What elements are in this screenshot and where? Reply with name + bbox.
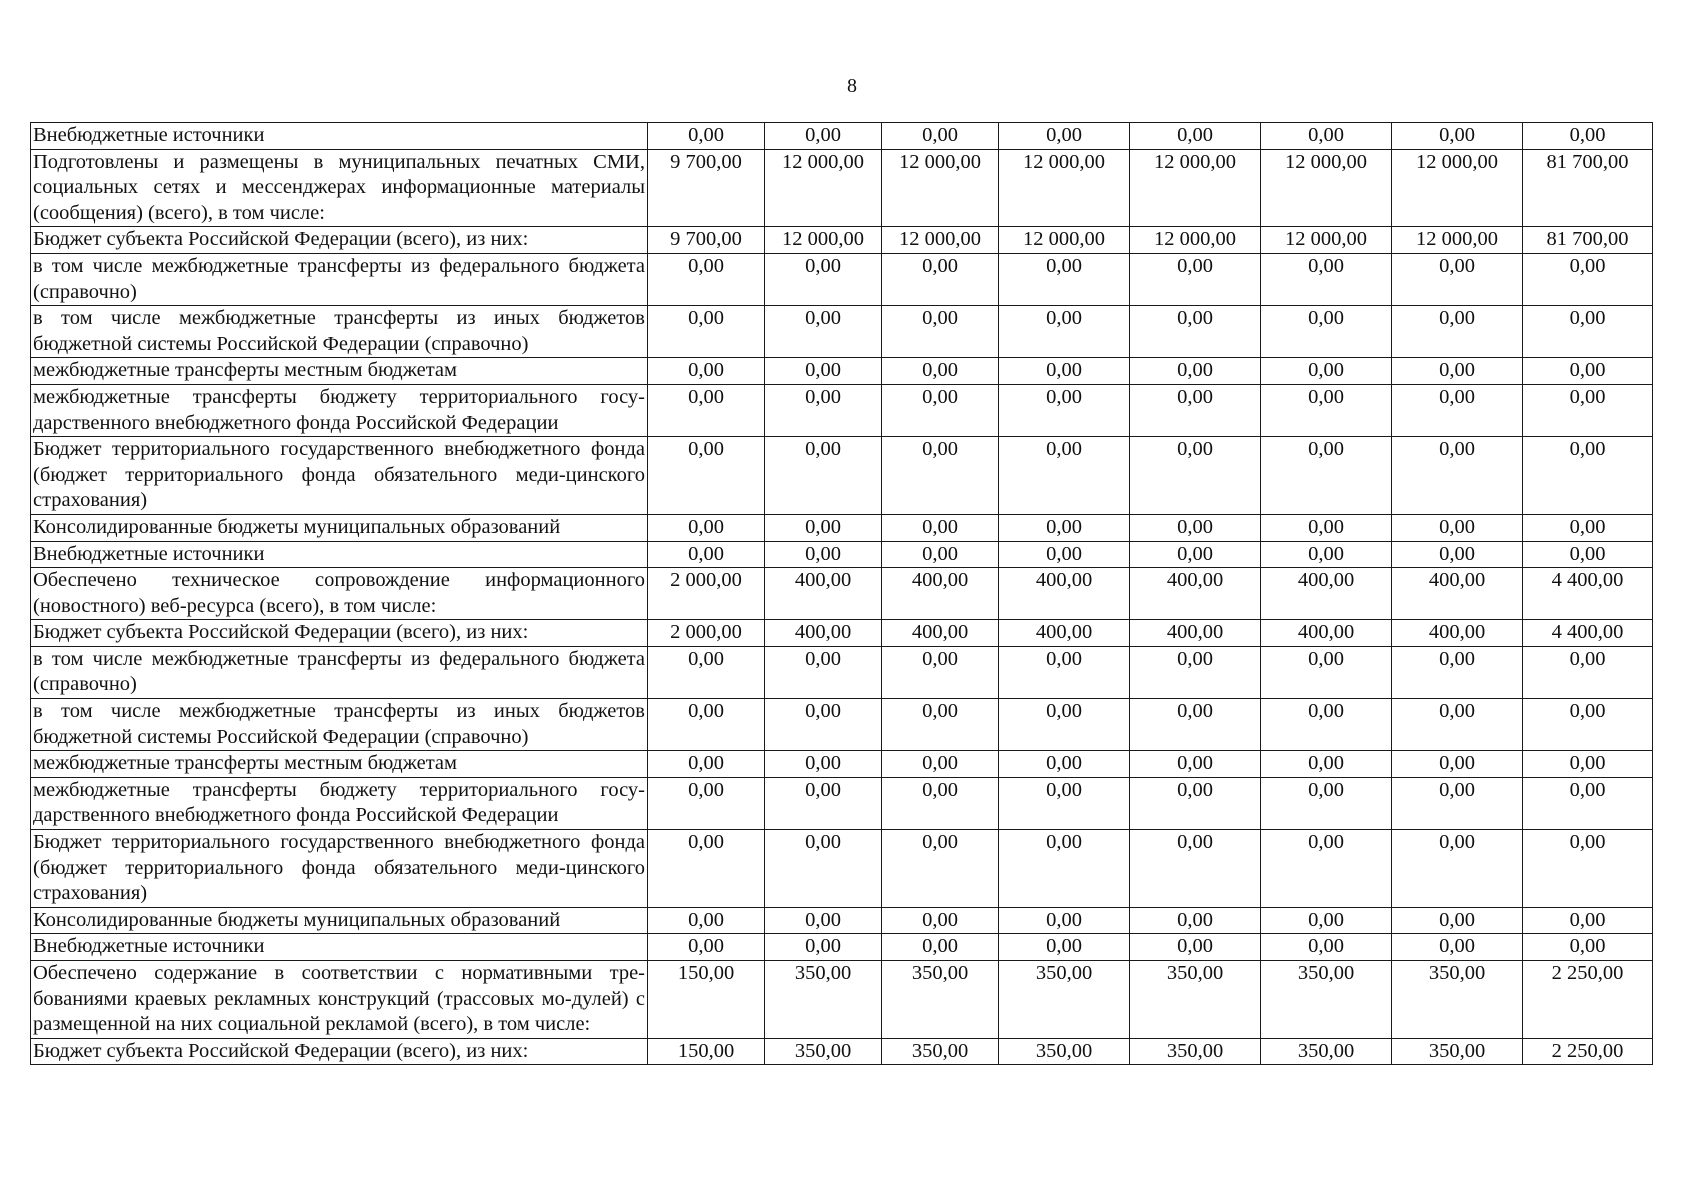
row-value-cell: 0,00 [1392, 751, 1523, 778]
row-value-cell: 0,00 [1130, 777, 1261, 829]
row-label: Бюджет территориального государственного внебюджетного фонда (бюджет территориального фонда обязательного меди-цинского страхования) [31, 830, 648, 908]
row-total-cell: 4 400,00 [1523, 568, 1653, 620]
row-label: Бюджет субъекта Российской Федерации (всего), из них: [31, 227, 648, 254]
row-value-cell: 0,00 [882, 646, 999, 698]
row-value-cell: 0,00 [765, 123, 882, 150]
row-value-cell: 350,00 [765, 1038, 882, 1065]
row-value-cell: 0,00 [999, 358, 1130, 385]
table-row [31, 830, 1653, 908]
row-value-cell: 400,00 [999, 568, 1130, 620]
budget-table [30, 122, 1653, 1065]
row-label: Обеспечено техническое сопровождение информационного (новостного) веб-ресурса (всего), в том числе: [31, 568, 648, 620]
row-value-cell: 12 000,00 [1392, 149, 1523, 227]
row-value-cell: 2 000,00 [648, 568, 765, 620]
row-value-cell: 0,00 [648, 514, 765, 541]
row-value-cell: 0,00 [1130, 514, 1261, 541]
row-value-cell: 0,00 [1392, 123, 1523, 150]
row-value-cell: 0,00 [765, 830, 882, 908]
row-value-cell: 9 700,00 [648, 227, 765, 254]
table-row [31, 253, 1653, 305]
row-value-cell: 0,00 [765, 437, 882, 515]
row-total-cell: 0,00 [1523, 907, 1653, 934]
row-value-cell: 0,00 [1261, 830, 1392, 908]
row-total-cell: 0,00 [1523, 437, 1653, 515]
row-value-cell: 0,00 [882, 907, 999, 934]
row-value-cell: 0,00 [1392, 646, 1523, 698]
row-value-cell: 0,00 [882, 699, 999, 751]
row-value-cell: 0,00 [765, 253, 882, 305]
row-total-cell: 2 250,00 [1523, 1038, 1653, 1065]
row-value-cell: 0,00 [999, 646, 1130, 698]
row-value-cell: 0,00 [999, 437, 1130, 515]
row-value-cell: 0,00 [648, 384, 765, 436]
row-value-cell: 0,00 [648, 253, 765, 305]
table-row [31, 123, 1653, 150]
table-row [31, 751, 1653, 778]
row-label: в том числе межбюджетные трансферты из иных бюджетов бюджетной системы Российской Федерации (справочно) [31, 306, 648, 358]
row-value-cell: 0,00 [999, 253, 1130, 305]
row-value-cell: 0,00 [882, 384, 999, 436]
row-label: межбюджетные трансферты бюджету территориального госу-дарственного внебюджетного фонда Российской Федерации [31, 384, 648, 436]
row-value-cell: 0,00 [648, 123, 765, 150]
row-value-cell: 0,00 [999, 830, 1130, 908]
row-value-cell: 0,00 [1130, 699, 1261, 751]
table-row [31, 306, 1653, 358]
row-value-cell: 12 000,00 [765, 227, 882, 254]
table-row [31, 777, 1653, 829]
row-value-cell: 400,00 [765, 568, 882, 620]
row-value-cell: 0,00 [1392, 306, 1523, 358]
row-value-cell: 350,00 [999, 961, 1130, 1039]
row-value-cell: 350,00 [1130, 961, 1261, 1039]
row-value-cell: 0,00 [765, 699, 882, 751]
table-row [31, 514, 1653, 541]
row-value-cell: 12 000,00 [999, 149, 1130, 227]
row-label: межбюджетные трансферты местным бюджетам [31, 358, 648, 385]
table-row [31, 699, 1653, 751]
table-row [31, 961, 1653, 1039]
row-value-cell: 0,00 [999, 699, 1130, 751]
row-value-cell: 350,00 [1261, 1038, 1392, 1065]
row-value-cell: 0,00 [882, 306, 999, 358]
row-value-cell: 12 000,00 [882, 149, 999, 227]
row-label: Внебюджетные источники [31, 541, 648, 568]
row-value-cell: 0,00 [999, 514, 1130, 541]
row-value-cell: 0,00 [648, 907, 765, 934]
row-value-cell: 0,00 [765, 646, 882, 698]
row-value-cell: 0,00 [1392, 437, 1523, 515]
row-label: межбюджетные трансферты бюджету территориального госу-дарственного внебюджетного фонда Российской Федерации [31, 777, 648, 829]
table-row [31, 1038, 1653, 1065]
row-value-cell: 0,00 [1261, 514, 1392, 541]
row-value-cell: 12 000,00 [999, 227, 1130, 254]
row-value-cell: 0,00 [1392, 514, 1523, 541]
row-value-cell: 0,00 [882, 123, 999, 150]
row-value-cell: 0,00 [1261, 384, 1392, 436]
row-value-cell: 400,00 [1261, 568, 1392, 620]
row-value-cell: 0,00 [1130, 306, 1261, 358]
row-value-cell: 400,00 [1130, 620, 1261, 647]
row-value-cell: 400,00 [1392, 568, 1523, 620]
row-value-cell: 0,00 [765, 306, 882, 358]
row-value-cell: 0,00 [1261, 306, 1392, 358]
row-value-cell: 0,00 [1261, 437, 1392, 515]
row-label: в том числе межбюджетные трансферты из федерального бюджета (справочно) [31, 646, 648, 698]
table-row [31, 646, 1653, 698]
row-value-cell: 0,00 [648, 699, 765, 751]
row-total-cell: 0,00 [1523, 123, 1653, 150]
row-value-cell: 400,00 [1261, 620, 1392, 647]
row-value-cell: 0,00 [648, 777, 765, 829]
row-value-cell: 400,00 [882, 568, 999, 620]
row-value-cell: 0,00 [648, 358, 765, 385]
row-total-cell: 0,00 [1523, 306, 1653, 358]
table-row [31, 541, 1653, 568]
row-value-cell: 0,00 [1130, 437, 1261, 515]
row-value-cell: 12 000,00 [765, 149, 882, 227]
row-value-cell: 0,00 [999, 777, 1130, 829]
row-total-cell: 0,00 [1523, 253, 1653, 305]
row-value-cell: 0,00 [1392, 830, 1523, 908]
row-value-cell: 0,00 [1261, 751, 1392, 778]
row-value-cell: 0,00 [765, 384, 882, 436]
row-value-cell: 0,00 [1130, 830, 1261, 908]
row-total-cell: 0,00 [1523, 646, 1653, 698]
row-value-cell: 0,00 [999, 907, 1130, 934]
row-value-cell: 12 000,00 [882, 227, 999, 254]
row-value-cell: 0,00 [1392, 384, 1523, 436]
row-value-cell: 350,00 [1392, 1038, 1523, 1065]
row-value-cell: 0,00 [999, 384, 1130, 436]
row-value-cell: 0,00 [1392, 907, 1523, 934]
row-value-cell: 150,00 [648, 1038, 765, 1065]
table-row [31, 568, 1653, 620]
row-label: Внебюджетные источники [31, 123, 648, 150]
row-label: Консолидированные бюджеты муниципальных образований [31, 514, 648, 541]
row-value-cell: 0,00 [1130, 123, 1261, 150]
row-value-cell: 0,00 [765, 751, 882, 778]
row-value-cell: 0,00 [1261, 123, 1392, 150]
row-value-cell: 0,00 [765, 777, 882, 829]
row-value-cell: 0,00 [999, 123, 1130, 150]
row-value-cell: 0,00 [765, 514, 882, 541]
row-value-cell: 0,00 [882, 514, 999, 541]
row-value-cell: 0,00 [648, 306, 765, 358]
row-value-cell: 350,00 [1261, 961, 1392, 1039]
row-label: в том числе межбюджетные трансферты из иных бюджетов бюджетной системы Российской Федерации (справочно) [31, 699, 648, 751]
row-value-cell: 0,00 [648, 541, 765, 568]
row-value-cell: 400,00 [1392, 620, 1523, 647]
row-value-cell: 12 000,00 [1130, 149, 1261, 227]
row-total-cell: 81 700,00 [1523, 149, 1653, 227]
row-value-cell: 12 000,00 [1392, 227, 1523, 254]
table-row [31, 437, 1653, 515]
row-value-cell: 0,00 [1261, 934, 1392, 961]
row-label: межбюджетные трансферты местным бюджетам [31, 751, 648, 778]
row-value-cell: 350,00 [999, 1038, 1130, 1065]
row-value-cell: 0,00 [1130, 253, 1261, 305]
table-row [31, 907, 1653, 934]
row-value-cell: 0,00 [882, 751, 999, 778]
row-value-cell: 0,00 [648, 830, 765, 908]
row-label: Бюджет субъекта Российской Федерации (всего), из них: [31, 1038, 648, 1065]
row-total-cell: 0,00 [1523, 777, 1653, 829]
row-total-cell: 0,00 [1523, 384, 1653, 436]
row-label: Подготовлены и размещены в муниципальных печатных СМИ, социальных сетях и мессенджерах информационные материалы (сообщения) (всего), в том числе: [31, 149, 648, 227]
row-value-cell: 0,00 [1130, 907, 1261, 934]
row-value-cell: 0,00 [1130, 934, 1261, 961]
row-value-cell: 150,00 [648, 961, 765, 1039]
row-value-cell: 0,00 [765, 907, 882, 934]
row-total-cell: 81 700,00 [1523, 227, 1653, 254]
row-value-cell: 0,00 [1130, 358, 1261, 385]
row-value-cell: 0,00 [1392, 699, 1523, 751]
row-value-cell: 0,00 [648, 751, 765, 778]
row-value-cell: 400,00 [1130, 568, 1261, 620]
table-row [31, 934, 1653, 961]
row-value-cell: 0,00 [882, 830, 999, 908]
row-total-cell: 2 250,00 [1523, 961, 1653, 1039]
row-label: Обеспечено содержание в соответствии с нормативными тре-бованиями краевых рекламных конструкций (трассовых мо-дулей) с размещенной на них социальной рекламой (всего), в том числе: [31, 961, 648, 1039]
table-row [31, 358, 1653, 385]
row-value-cell: 0,00 [1130, 646, 1261, 698]
table-row [31, 227, 1653, 254]
row-value-cell: 0,00 [648, 646, 765, 698]
row-value-cell: 350,00 [882, 961, 999, 1039]
row-value-cell: 0,00 [1392, 358, 1523, 385]
row-value-cell: 12 000,00 [1261, 149, 1392, 227]
row-value-cell: 0,00 [999, 934, 1130, 961]
row-total-cell: 0,00 [1523, 541, 1653, 568]
row-total-cell: 0,00 [1523, 751, 1653, 778]
row-value-cell: 400,00 [882, 620, 999, 647]
row-value-cell: 0,00 [999, 751, 1130, 778]
row-value-cell: 0,00 [765, 541, 882, 568]
row-value-cell: 0,00 [882, 777, 999, 829]
row-total-cell: 0,00 [1523, 830, 1653, 908]
row-value-cell: 12 000,00 [1261, 227, 1392, 254]
row-value-cell: 0,00 [882, 934, 999, 961]
row-value-cell: 0,00 [882, 358, 999, 385]
row-value-cell: 0,00 [882, 541, 999, 568]
table-row [31, 149, 1653, 227]
row-value-cell: 0,00 [648, 437, 765, 515]
row-label: в том числе межбюджетные трансферты из федерального бюджета (справочно) [31, 253, 648, 305]
row-value-cell: 0,00 [1261, 699, 1392, 751]
row-value-cell: 350,00 [1130, 1038, 1261, 1065]
row-value-cell: 0,00 [882, 437, 999, 515]
row-value-cell: 0,00 [1261, 541, 1392, 568]
table-row [31, 620, 1653, 647]
row-value-cell: 0,00 [882, 253, 999, 305]
table-body [31, 123, 1653, 1065]
table-row [31, 384, 1653, 436]
row-value-cell: 350,00 [1392, 961, 1523, 1039]
row-value-cell: 0,00 [765, 934, 882, 961]
row-total-cell: 0,00 [1523, 934, 1653, 961]
row-value-cell: 0,00 [999, 541, 1130, 568]
row-value-cell: 400,00 [765, 620, 882, 647]
row-value-cell: 0,00 [1392, 541, 1523, 568]
row-value-cell: 0,00 [1261, 777, 1392, 829]
row-value-cell: 0,00 [1130, 751, 1261, 778]
row-total-cell: 0,00 [1523, 699, 1653, 751]
row-label: Консолидированные бюджеты муниципальных образований [31, 907, 648, 934]
row-value-cell: 2 000,00 [648, 620, 765, 647]
row-total-cell: 0,00 [1523, 514, 1653, 541]
row-value-cell: 0,00 [765, 358, 882, 385]
row-value-cell: 350,00 [765, 961, 882, 1039]
row-value-cell: 9 700,00 [648, 149, 765, 227]
row-value-cell: 0,00 [1392, 777, 1523, 829]
row-value-cell: 0,00 [1261, 358, 1392, 385]
row-value-cell: 0,00 [1130, 384, 1261, 436]
row-value-cell: 400,00 [999, 620, 1130, 647]
row-value-cell: 0,00 [1261, 253, 1392, 305]
row-total-cell: 0,00 [1523, 358, 1653, 385]
row-value-cell: 12 000,00 [1130, 227, 1261, 254]
row-value-cell: 0,00 [1261, 646, 1392, 698]
row-label: Бюджет субъекта Российской Федерации (всего), из них: [31, 620, 648, 647]
row-total-cell: 4 400,00 [1523, 620, 1653, 647]
row-value-cell: 0,00 [1392, 934, 1523, 961]
row-value-cell: 0,00 [999, 306, 1130, 358]
row-label: Внебюджетные источники [31, 934, 648, 961]
row-value-cell: 0,00 [1130, 541, 1261, 568]
page-number: 8 [847, 75, 857, 97]
row-value-cell: 0,00 [648, 934, 765, 961]
row-label: Бюджет территориального государственного внебюджетного фонда (бюджет территориального фонда обязательного меди-цинского страхования) [31, 437, 648, 515]
row-value-cell: 0,00 [1392, 253, 1523, 305]
row-value-cell: 0,00 [1261, 907, 1392, 934]
row-value-cell: 350,00 [882, 1038, 999, 1065]
